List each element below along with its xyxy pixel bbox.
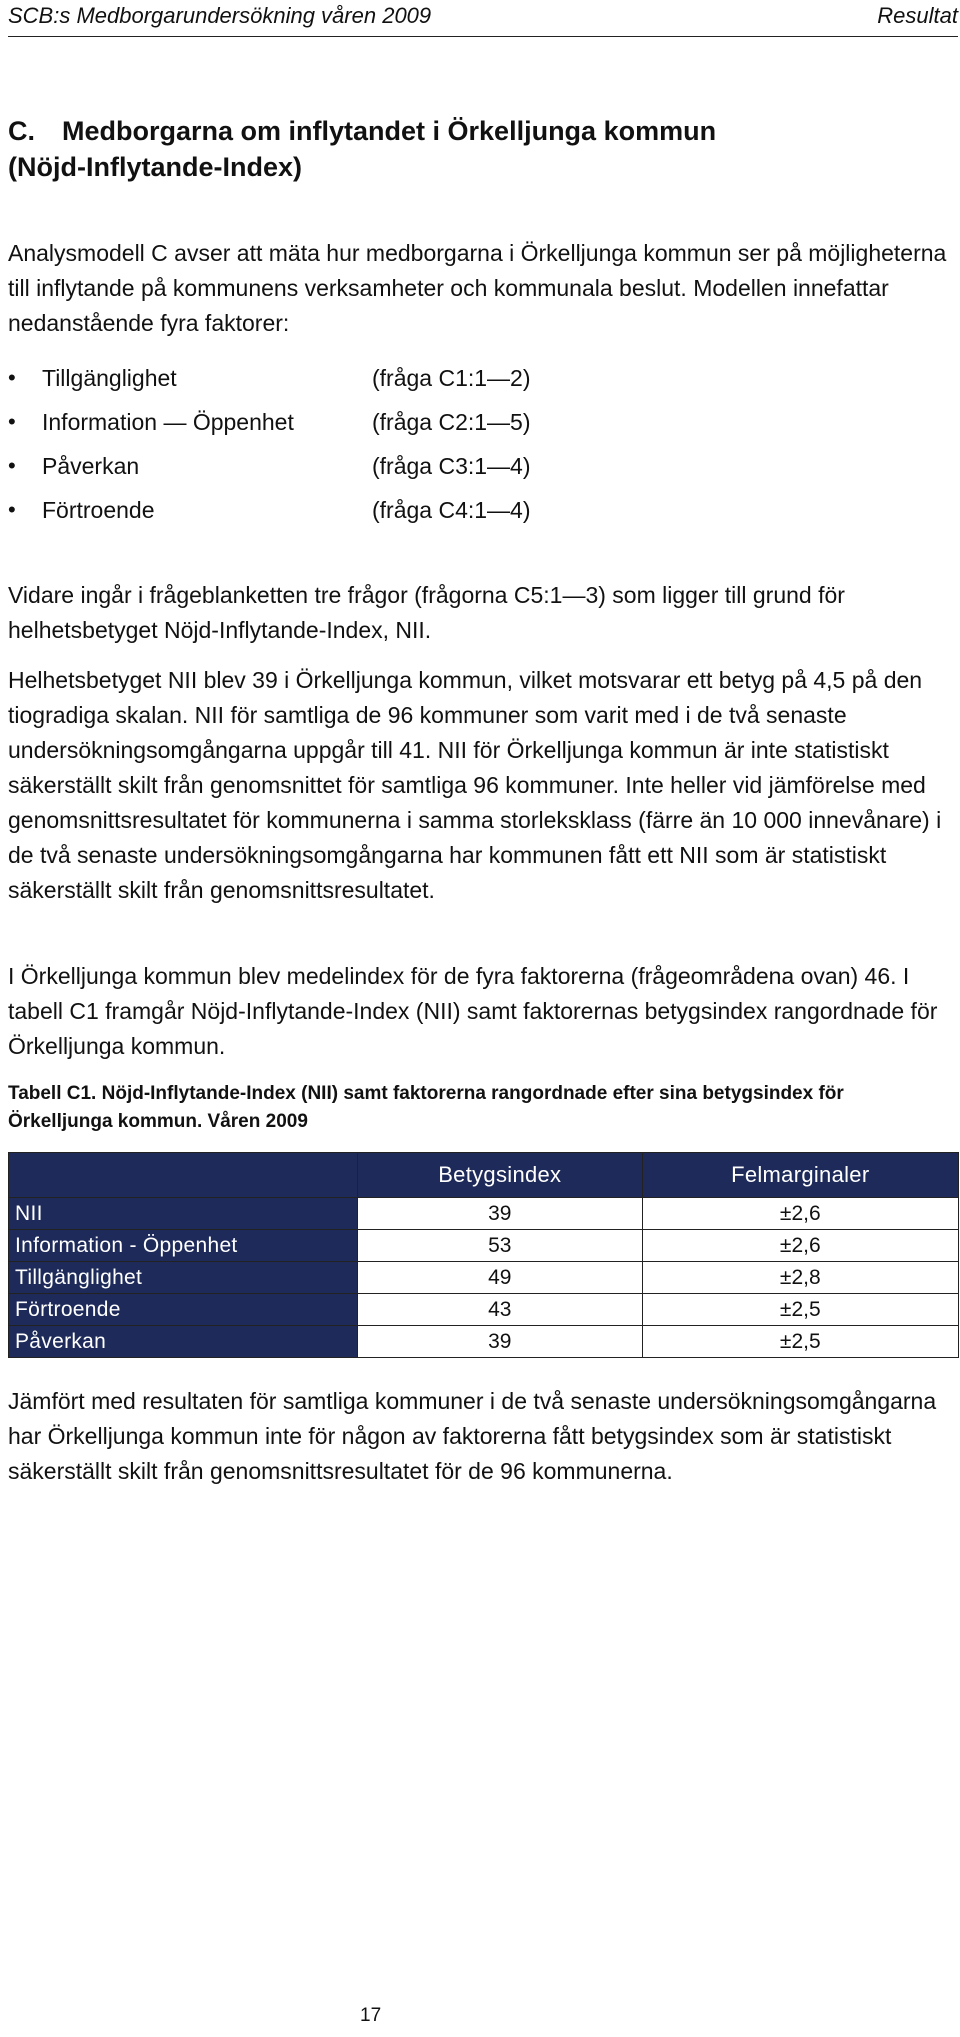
section-heading xyxy=(8,113,948,185)
column-header-margin: Felmarginaler xyxy=(642,1153,958,1198)
section-title-line1: Medborgarna om inflytandet i Örkelljunga kommun xyxy=(62,116,717,146)
column-header-index: Betygsindex xyxy=(358,1153,643,1198)
bullet-icon: • xyxy=(8,497,16,522)
row-index: 39 xyxy=(358,1326,643,1358)
header-section: Resultat xyxy=(877,3,958,28)
factor-question-ref: (fråga C1:1—2) xyxy=(372,365,531,391)
factor-name: Påverkan xyxy=(42,453,140,479)
row-label: NII xyxy=(9,1198,358,1230)
table-row xyxy=(9,1230,959,1262)
body-paragraph-nii-result: Helhetsbetyget NII blev 39 i Örkelljunga kommun, vilket motsvarar ett betyg på 4,5 på den tiogradiga skalan. NII för samtliga de 96 kommuner som varit med i de två senaste undersökningsomgångarna uppgår till 41. NII för Örkelljunga kommun är inte statistiskt säkerställt skilt från genomsnittet för samtliga 96 kommuner. Inte heller vid jämförelse med genomsnittsresultatet för kommunerna i samma storleksklass (färre än 10 000 innevånare) i de två senaste undersökningsomgångarna har kommunen fått ett NII som är statistiskt säkerställt skilt från genomsnittsresultatet. xyxy=(8,667,942,903)
table-row xyxy=(9,1198,959,1230)
table-row xyxy=(9,1262,959,1294)
body-paragraph-comparison: Jämfört med resultaten för samtliga kommuner i de två senaste undersökningsomgångarna har Örkelljunga kommun inte för någon av faktorerna fått betygsindex som är statistiskt säkerställt skilt från genomsnittsresultatet för de 96 kommunerna. xyxy=(8,1388,937,1484)
row-label: Påverkan xyxy=(9,1326,358,1358)
factor-list xyxy=(8,356,708,532)
row-margin: ±2,8 xyxy=(642,1262,958,1294)
bullet-icon: • xyxy=(8,365,16,390)
table-row xyxy=(9,1326,959,1358)
row-margin: ±2,5 xyxy=(642,1326,958,1358)
body-paragraph-mean-index: I Örkelljunga kommun blev medelindex för de fyra faktorerna (frågeområdena ovan) 46. I tabell C1 framgår Nöjd-Inflytande-Index (NII) samt faktorernas betygsindex rangordnade för Örkelljunga kommun. xyxy=(8,963,938,1059)
section-title-line2: (Nöjd-Inflytande-Index) xyxy=(8,152,302,182)
results-table xyxy=(8,1152,959,1358)
list-item xyxy=(8,488,708,532)
list-item xyxy=(8,356,708,400)
factor-name: Tillgänglighet xyxy=(42,365,177,391)
factor-name: Information — Öppenhet xyxy=(42,409,294,435)
row-label: Förtroende xyxy=(9,1294,358,1326)
row-label: Information - Öppenhet xyxy=(9,1230,358,1262)
row-index: 53 xyxy=(358,1230,643,1262)
row-index: 49 xyxy=(358,1262,643,1294)
bullet-icon: • xyxy=(8,409,16,434)
list-item xyxy=(8,444,708,488)
page-number: 17 xyxy=(360,2005,382,2026)
factor-question-ref: (fråga C3:1—4) xyxy=(372,453,531,479)
column-header-blank xyxy=(9,1153,358,1198)
section-number: C. xyxy=(8,116,35,146)
table-caption: Tabell C1. Nöjd-Inflytande-Index (NII) samt faktorerna rangordnade efter sina betygsindex för Örkelljunga kommun. Våren 2009 xyxy=(8,1083,844,1132)
table-header-row xyxy=(9,1153,959,1198)
table-row xyxy=(9,1294,959,1326)
bullet-icon: • xyxy=(8,453,16,478)
running-header xyxy=(8,0,958,37)
row-index: 43 xyxy=(358,1294,643,1326)
row-margin: ±2,6 xyxy=(642,1230,958,1262)
factor-question-ref: (fråga C2:1—5) xyxy=(372,409,531,435)
row-label: Tillgänglighet xyxy=(9,1262,358,1294)
row-margin: ±2,5 xyxy=(642,1294,958,1326)
intro-paragraph: Analysmodell C avser att mäta hur medborgarna i Örkelljunga kommun ser på möjligheterna till inflytande på kommunens verksamheter och kommunala beslut. Modellen innefattar nedanstående fyra faktorer: xyxy=(8,240,947,336)
list-item xyxy=(8,400,708,444)
factor-question-ref: (fråga C4:1—4) xyxy=(372,497,531,523)
row-index: 39 xyxy=(358,1198,643,1230)
header-title: SCB:s Medborgarundersökning våren 2009 xyxy=(8,3,432,28)
factor-name: Förtroende xyxy=(42,497,155,523)
row-margin: ±2,6 xyxy=(642,1198,958,1230)
body-paragraph-questions: Vidare ingår i frågeblanketten tre frågor (frågorna C5:1—3) som ligger till grund för helhetsbetyget Nöjd-Inflytande-Index, NII. xyxy=(8,582,845,643)
